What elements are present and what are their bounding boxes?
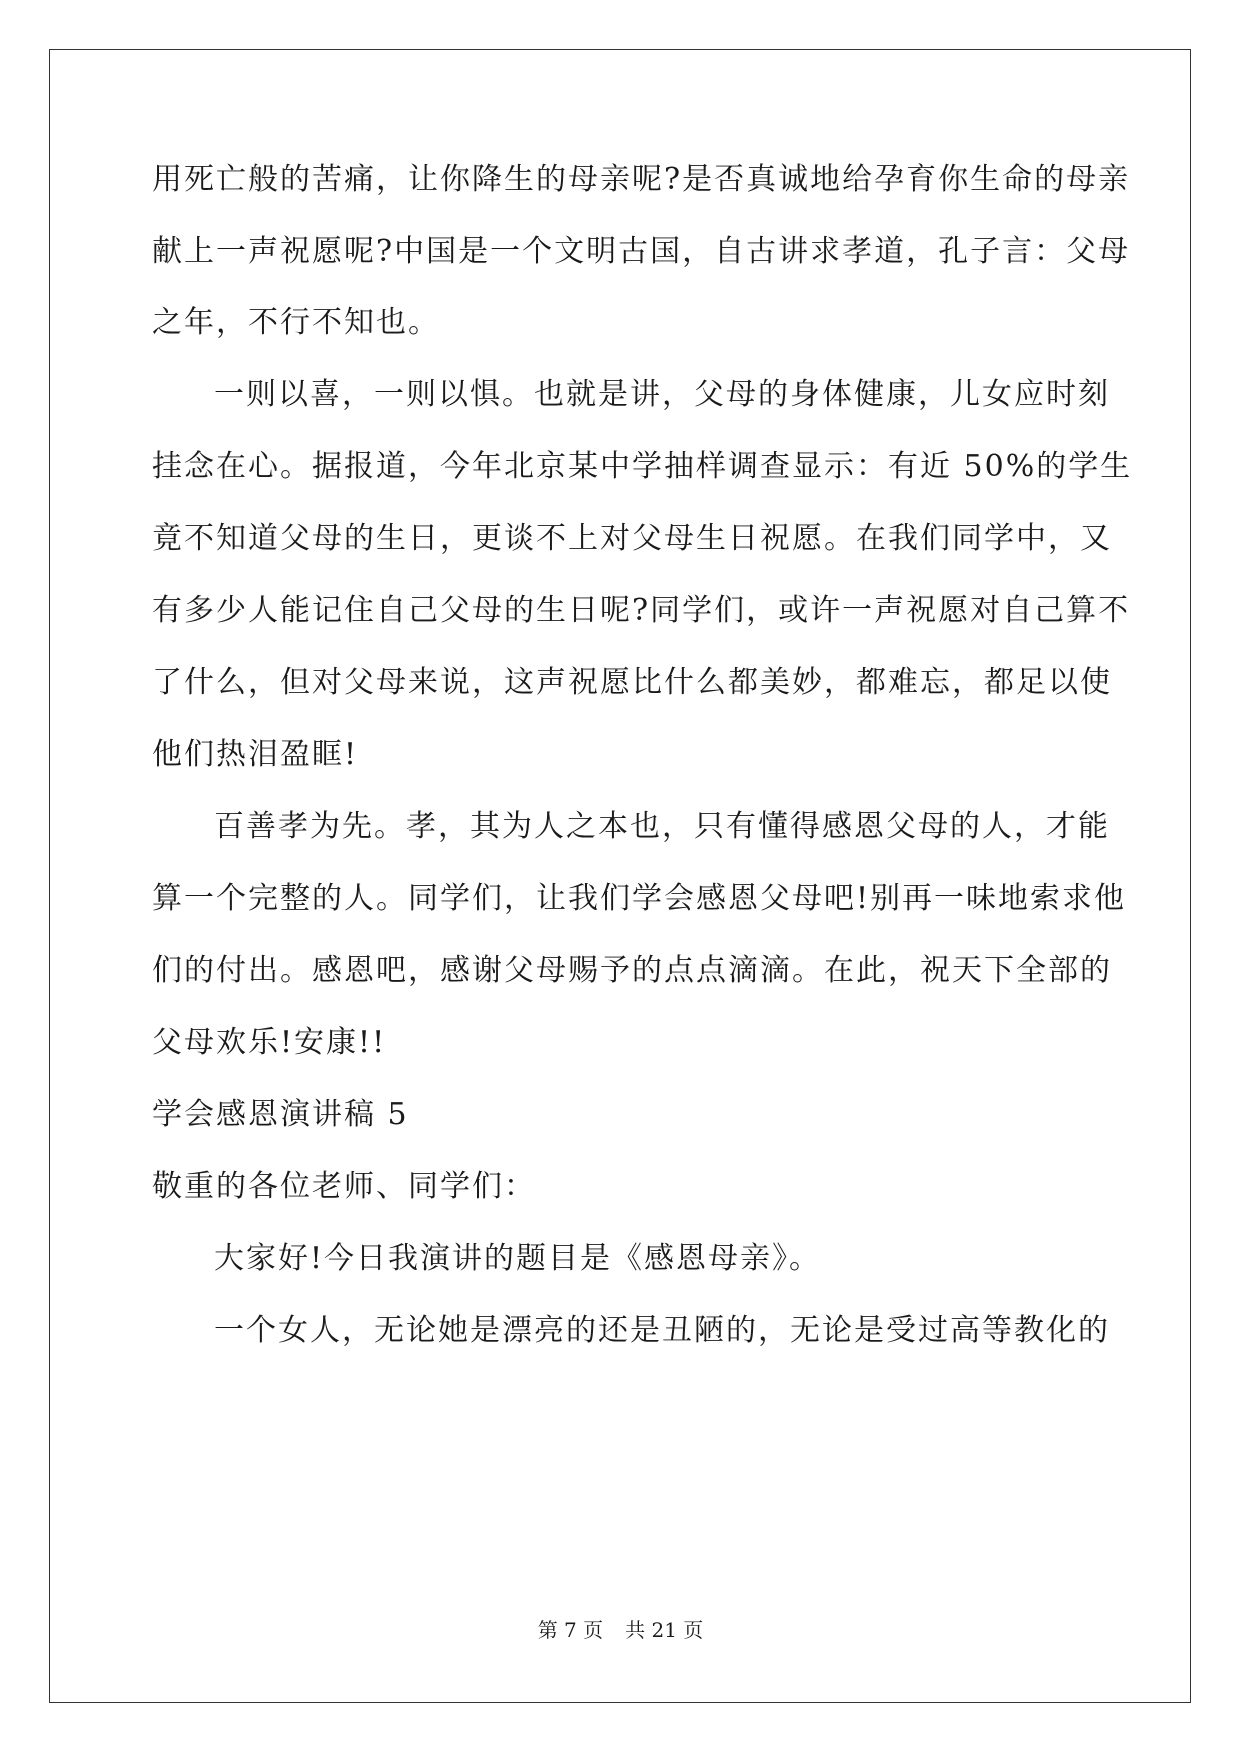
section-heading: 学会感恩演讲稿 5	[152, 1097, 409, 1132]
text-line: 有多少人能记住自己父母的生日呢?同学们，或许一声祝愿对自己算不	[152, 593, 1131, 628]
text-line: 一个女人，无论她是漂亮的还是丑陋的，无论是受过高等教化的	[214, 1313, 1110, 1348]
text-line: 父母欢乐!安康!!	[152, 1025, 387, 1060]
text-line: 们的付出。感恩吧，感谢父母赐予的点点滴滴。在此，祝天下全部的	[152, 953, 1112, 988]
text-line: 献上一声祝愿呢?中国是一个文明古国，自古讲求孝道，孔子言：父母	[152, 234, 1131, 269]
text-line: 之年，不行不知也。	[152, 305, 440, 340]
text-line: 百善孝为先。孝，其为人之本也，只有懂得感恩父母的人，才能	[214, 809, 1110, 844]
salutation: 敬重的各位老师、同学们：	[152, 1169, 536, 1204]
text-line: 大家好!今日我演讲的题目是《感恩母亲》。	[214, 1241, 822, 1276]
page-number: 第 7 页	[537, 1618, 604, 1642]
text-line: 一则以喜，一则以惧。也就是讲，父母的身体健康，儿女应时刻	[214, 377, 1110, 412]
text-line: 算一个完整的人。同学们，让我们学会感恩父母吧!别再一味地索求他	[152, 881, 1127, 916]
text-line: 了什么，但对父母来说，这声祝愿比什么都美妙，都难忘，都足以使	[152, 665, 1112, 700]
page-footer	[0, 1618, 1241, 1642]
page-border	[49, 49, 1191, 1703]
text-line: 用死亡般的苦痛，让你降生的母亲呢?是否真诚地给孕育你生命的母亲	[152, 162, 1131, 197]
page-total: 共 21 页	[625, 1618, 704, 1642]
text-line: 挂念在心。据报道，今年北京某中学抽样调查显示：有近 50%的学生	[152, 449, 1133, 484]
text-line: 他们热泪盈眶!	[152, 737, 359, 772]
text-line: 竟不知道父母的生日，更谈不上对父母生日祝愿。在我们同学中，又	[152, 521, 1112, 556]
